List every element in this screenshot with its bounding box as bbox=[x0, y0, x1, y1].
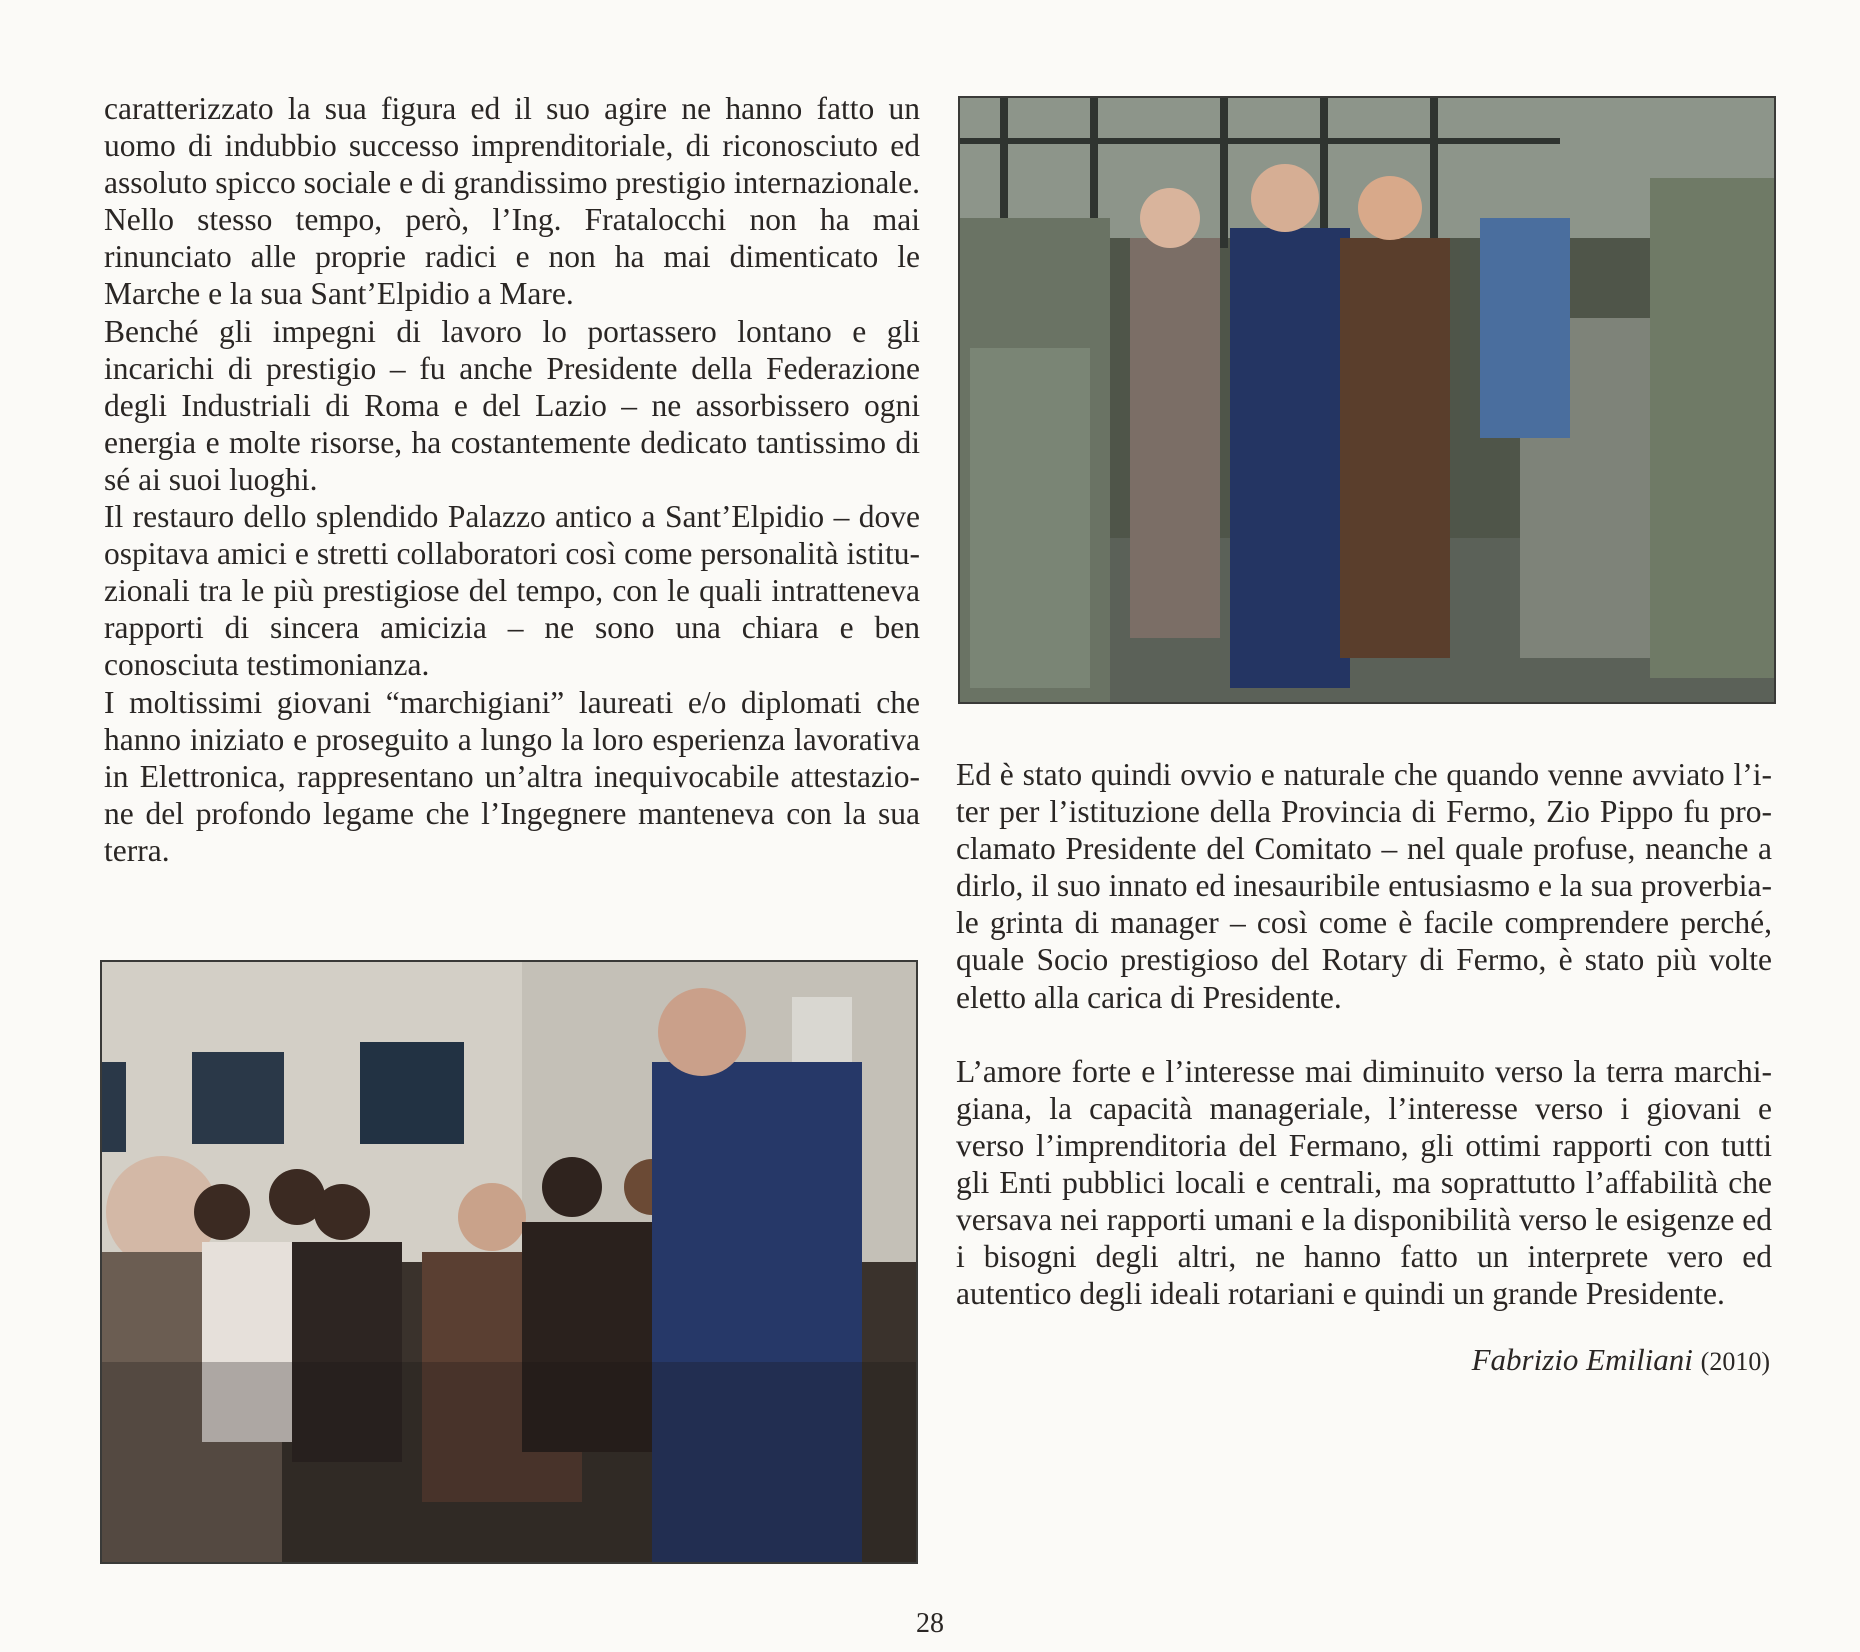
paragraph-spacer bbox=[956, 1016, 1772, 1053]
right-text-column bbox=[956, 756, 1772, 1312]
signature-year: (2010) bbox=[1700, 1347, 1770, 1376]
right-paragraph-1: Ed è stato quindi ovvio e naturale che quando venne avviato l’iter per l’istituzione della Provincia di Fermo, Zio Pippo fu proclamato Presidente del Comitato – nel quale profuse, neanche a dirlo, il suo innato ed inesauribile entusiasmo e la sua proverbiale grinta di manager – così come è facile comprendere perché, quale Socio prestigioso del Rotary di Fermo, è stato più volte eletto alla carica di Presidente. bbox=[956, 757, 1772, 1015]
left-paragraph-1: caratterizzato la sua figura ed il suo agire ne hanno fatto un uomo di indubbio successo imprenditoriale, di riconosciuto ed assoluto spicco sociale e di grandissimo prestigio internazionale. Nello stesso tempo, però, l’Ing. Fratalocchi non ha mai rinunciato alle proprie radici e non ha mai dimenticato le Marche e la sua Sant’Elpidio a Mare. bbox=[104, 91, 920, 312]
photo-meeting-image bbox=[102, 962, 916, 1562]
signature bbox=[1300, 1342, 1770, 1378]
left-paragraph-3: Il restauro dello splendido Palazzo antico a Sant’Elpidio – dove ospitava amici e stretti collaboratori così come personalità istituzionali tra le più prestigiose del tempo, con le quali intratteneva rapporti di sincera amicizia – ne sono una chiara e ben conosciuta testimonianza. bbox=[104, 499, 920, 683]
photo-factory-image bbox=[960, 98, 1774, 702]
page-number: 28 bbox=[916, 1608, 944, 1639]
left-text-column bbox=[104, 90, 920, 869]
left-paragraph-2: Benché gli impegni di lavoro lo portassero lontano e gli incarichi di prestigio – fu anche Presidente della Federazione degli Industriali di Roma e del Lazio – ne assorbissero ogni energia e molte risorse, ha costantemente dedicato tantissimo di sé ai suoi luoghi. bbox=[104, 313, 920, 497]
photo-factory-visit bbox=[958, 96, 1776, 704]
right-paragraph-2: L’amore forte e l’interesse mai diminuito verso la terra marchigiana, la capacità manageriale, l’interesse verso i giovani e verso l’imprenditoria del Fermano, gli ottimi rapporti con tutti gli Enti pubblici locali e centrali, ma soprattutto l’affabilità che versava nei rapporti umani e la disponibilità verso le esigenze ed i bisogni degli altri, ne hanno fatto un interprete vero ed autentico degli ideali rotariani e quindi un grande Presidente. bbox=[956, 1053, 1772, 1312]
left-paragraph-4: I moltissimi giovani “marchigiani” laureati e/o diplomati che hanno iniziato e proseguito a lungo la loro esperienza lavorativa in Elettronica, rappresentano un’altra inequivocabile attestazione del profondo legame che l’Ingegnere manteneva con la sua terra. bbox=[104, 684, 920, 868]
signature-author: Fabrizio Emiliani bbox=[1471, 1342, 1693, 1377]
photo-meeting-audience bbox=[100, 960, 918, 1564]
